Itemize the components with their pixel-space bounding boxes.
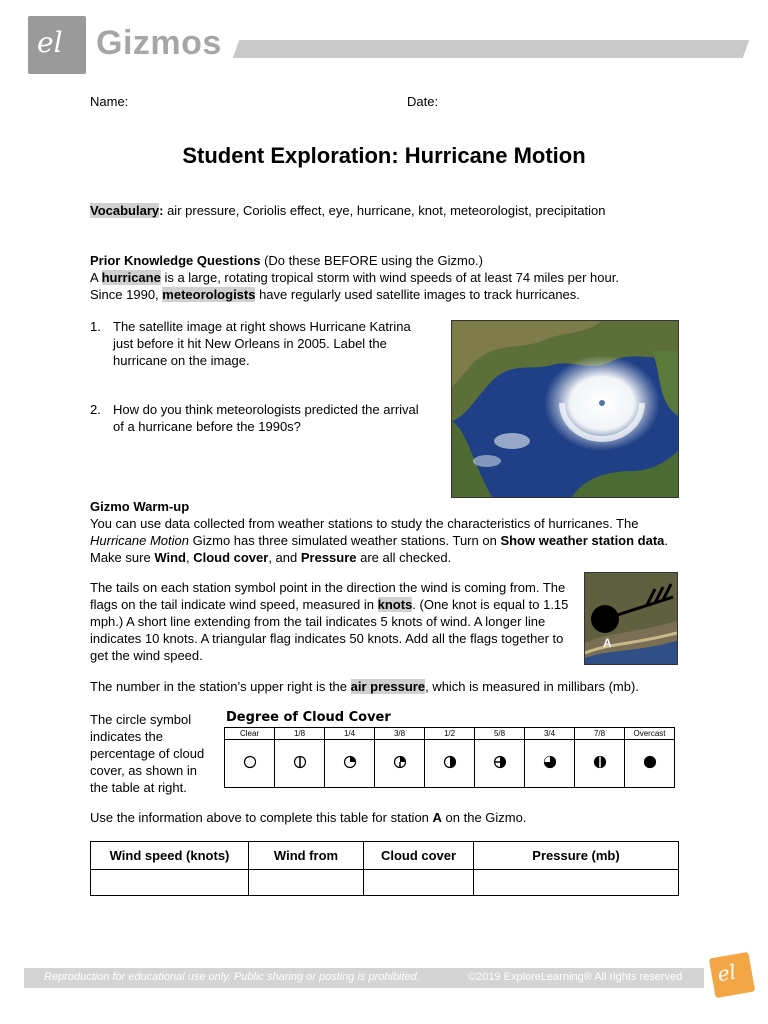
term-knots: knots	[377, 597, 413, 612]
satellite-image	[451, 320, 679, 498]
cloud-overcast-icon	[643, 755, 657, 769]
cloud-three-eighths-icon	[393, 755, 407, 769]
header-cloud-cover: Cloud cover	[364, 842, 474, 870]
cloud-level-3-4: 3/4	[525, 728, 575, 740]
cloud-level-1-8: 1/8	[275, 728, 325, 740]
prior-heading: Prior Knowledge Questions	[90, 253, 261, 268]
question-1: 1. The satellite image at right shows Hurricane Katrina just before it hit New Orleans in 2005. Label the hurricane on the image.	[90, 318, 420, 369]
term-meteorologists: meteorologists	[162, 287, 256, 302]
cell-cloud-cover[interactable]	[364, 870, 474, 896]
question-2-text: How do you think meteorologists predicted the arrival of a hurricane before the 1990s?	[113, 402, 419, 434]
warmup-intro: Gizmo Warm-up You can use data collected from weather stations to study the characteristics of hurricanes. The Hurricane Motion Gizmo has three simulated weather stations. Turn on Show weather station data. Make sure Wind, Cloud cover, and Pressure are all checked.	[90, 498, 680, 566]
logo-glyph: el	[37, 26, 63, 59]
page-title: Student Exploration: Hurricane Motion	[182, 143, 586, 168]
cloud-one-eighth-icon	[293, 755, 307, 769]
cloud-level-clear: Clear	[225, 728, 275, 740]
cloud-cover-table	[224, 727, 675, 788]
header-wind-speed: Wind speed (knots)	[91, 842, 249, 870]
term-air-pressure: air pressure	[350, 679, 426, 694]
explorelearning-logo	[709, 952, 755, 998]
cloud-explanation: The circle symbol indicates the percentage of cloud cover, as shown in the table at right.	[90, 712, 205, 795]
wind-explanation: The tails on each station symbol point in the direction the wind is coming from. The flags on the tail indicate wind speed, measured in knots. (One knot is equal to 1.15 mph.) A short line extending from the tail indicates 5 knots of wind. A longer line indicates 10 knots. A triangular flag indicates 50 knots. Add all the flags together to get the wind speed.	[90, 580, 569, 663]
brand-name: Gizmos	[96, 24, 222, 62]
cell-pressure[interactable]	[474, 870, 679, 896]
footer-logo-glyph: el	[715, 959, 738, 987]
cloud-level-overcast: Overcast	[625, 728, 675, 740]
gizmos-logo	[28, 16, 86, 74]
cloud-level-1-4: 1/4	[325, 728, 375, 740]
cloud-one-quarter-icon	[343, 755, 357, 769]
cloud-one-half-icon	[443, 755, 457, 769]
header-pressure: Pressure (mb)	[474, 842, 679, 870]
question-2: 2. How do you think meteorologists predicted the arrival of a hurricane before the 1990s?	[90, 402, 419, 434]
vocabulary: Vocabulary: air pressure, Coriolis effect, eye, hurricane, knot, meteorologist, precipitation	[90, 203, 606, 218]
cloud-level-7-8: 7/8	[575, 728, 625, 740]
question-1-text: The satellite image at right shows Hurricane Katrina just before it hit New Orleans in 2005. Label the hurricane on the image.	[113, 319, 411, 368]
cloud-five-eighths-icon	[493, 755, 507, 769]
table-instruction: Use the information above to complete this table for station A on the Gizmo.	[90, 810, 527, 825]
footer-notice: Reproduction for educational use only. Public sharing or posting is prohibited.	[44, 971, 420, 983]
cloud-level-5-8: 5/8	[475, 728, 525, 740]
prior-knowledge: Prior Knowledge Questions (Do these BEFORE using the Gizmo.) A hurricane is a large, rotating tropical storm with wind speeds of at least 74 miles per hour. Since 1990, meteorologists have regularly used satellite images to track hurricanes.	[90, 253, 619, 302]
station-a-table	[90, 841, 679, 896]
cloud-level-3-8: 3/8	[375, 728, 425, 740]
footer-copyright: ©2019 ExploreLearning® All rights reserved	[468, 971, 683, 983]
cloud-clear-icon	[243, 755, 257, 769]
vocabulary-terms: air pressure, Coriolis effect, eye, hurricane, knot, meteorologist, precipitation	[163, 203, 606, 218]
date-label: Date:	[407, 94, 439, 109]
station-a-label: A	[603, 636, 612, 650]
cell-wind-speed[interactable]	[91, 870, 249, 896]
cloud-cover-title: Degree of Cloud Cover	[226, 710, 391, 725]
term-hurricane: hurricane	[101, 270, 161, 285]
cell-wind-from[interactable]	[249, 870, 364, 896]
cloud-level-1-2: 1/2	[425, 728, 475, 740]
pressure-explanation: The number in the station’s upper right is the air pressure, which is measured in millibars (mb).	[90, 679, 639, 694]
station-symbol-image	[584, 572, 678, 665]
cloud-seven-eighths-icon	[593, 755, 607, 769]
warmup-heading: Gizmo Warm-up	[90, 499, 190, 514]
name-label: Name:	[90, 94, 129, 109]
header-bar	[233, 40, 750, 58]
vocabulary-label: Vocabulary	[90, 203, 160, 218]
cloud-three-quarters-icon	[543, 755, 557, 769]
header-wind-from: Wind from	[249, 842, 364, 870]
